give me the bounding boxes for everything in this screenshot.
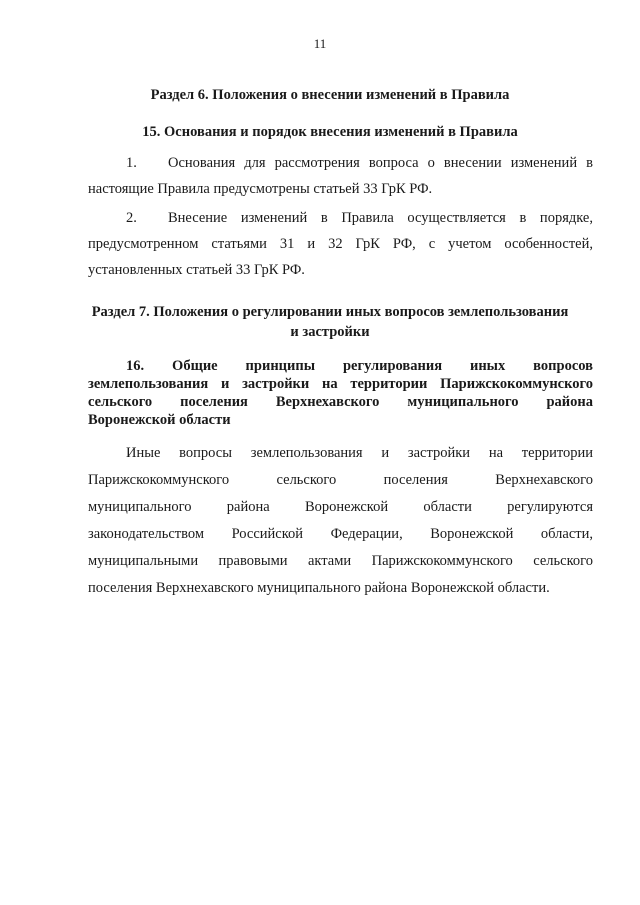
item-2-line-1: Внесение изменений в Правила осуществляется в порядке, xyxy=(168,210,593,226)
section-7-title-line-1: Раздел 7. Положения о регулировании иных вопросов землепользования xyxy=(91,304,569,320)
section-7-title xyxy=(70,302,590,342)
article-16-line-1: 16. Общие принципы регулирования иных вопросов xyxy=(126,358,593,374)
item-2-line-3: установленных статьей 33 ГрК РФ. xyxy=(88,262,305,278)
article-15-title: 15. Основания и порядок внесения изменений в Правила xyxy=(142,124,518,140)
item-1-line-2: настоящие Правила предусмотрены статьей 33 ГрК РФ. xyxy=(88,181,433,197)
body-line-6: поселения Верхнехавского муниципального района Воронежской области. xyxy=(88,580,550,596)
article-16-heading xyxy=(88,357,593,429)
article-16-line-4: Воронежской области xyxy=(88,412,231,428)
article-16-line-2: землепользования и застройки на территории Парижскокоммунского xyxy=(88,376,593,392)
item-1-line-1: Основания для рассмотрения вопроса о внесении изменений в xyxy=(168,155,593,171)
section-6-item-1 xyxy=(88,150,593,202)
body-line-3: муниципального района Воронежской области регулируются xyxy=(88,499,593,515)
item-2-line-2: предусмотренном статьями 31 и 32 ГрК РФ, с учетом особенностей, xyxy=(88,236,593,252)
section-6-title: Раздел 6. Положения о внесении изменений в Правила xyxy=(150,87,510,103)
article-16-line-3: сельского поселения Верхнехавского муниципального района xyxy=(88,394,593,410)
item-2-number: 2. xyxy=(126,210,137,226)
body-line-5: муниципальными правовыми актами Парижскокоммунского сельского xyxy=(88,553,593,569)
page-number: 11 xyxy=(313,36,327,51)
body-line-2: Парижскокоммунского сельского поселения Верхнехавского xyxy=(88,472,593,488)
item-1-number: 1. xyxy=(126,155,137,171)
section-6-item-2 xyxy=(88,205,593,283)
section-7-title-line-2: и застройки xyxy=(290,324,370,340)
body-line-4: законодательством Российской Федерации, Воронежской области, xyxy=(88,526,593,542)
body-line-1: Иные вопросы землепользования и застройки на территории xyxy=(126,445,593,461)
section-7-body xyxy=(88,440,593,602)
